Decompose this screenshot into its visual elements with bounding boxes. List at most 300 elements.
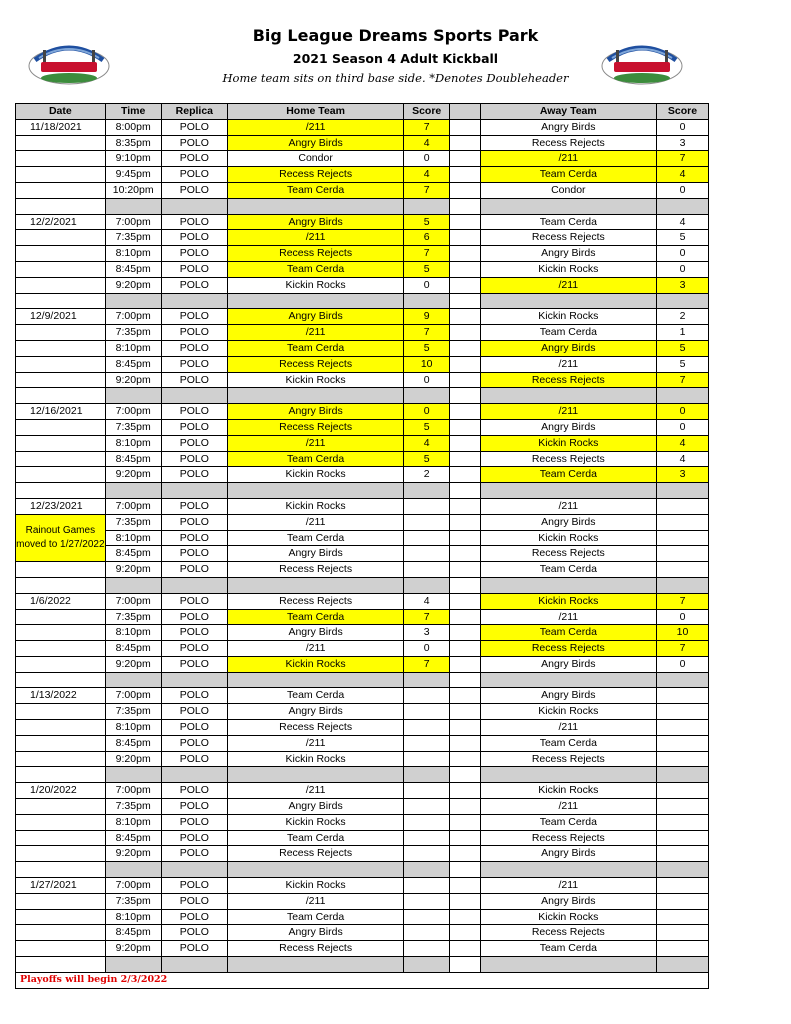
table-row [16,435,709,451]
date-cell [16,751,106,767]
date-cell [16,167,106,183]
date-cell: 1/13/2022 [16,688,106,704]
playoffs-note: Playoffs will begin 2/3/2022 [16,972,709,988]
away-team-cell: Recess Rejects [480,641,656,657]
separator-cell [227,577,403,593]
date-cell [16,846,106,862]
away-score-cell [656,514,708,530]
away-score-cell [656,909,708,925]
replica-cell: POLO [161,625,227,641]
time-cell: 9:20pm [105,562,161,578]
replica-cell: POLO [161,878,227,894]
home-team-cell: Angry Birds [227,704,403,720]
table-row [16,151,709,167]
week-separator-row [16,198,709,214]
away-team-cell: /211 [480,277,656,293]
time-cell: 8:10pm [105,530,161,546]
time-cell: 7:35pm [105,609,161,625]
spacer-cell [450,562,481,578]
away-score-cell: 7 [656,593,708,609]
date-cell [16,261,106,277]
separator-cell [656,293,708,309]
spacer-cell [450,941,481,957]
spacer-cell [450,404,481,420]
table-row [16,941,709,957]
time-cell: 10:20pm [105,182,161,198]
away-team-cell: /211 [480,720,656,736]
date-cell [16,182,106,198]
home-score-cell: 0 [404,372,450,388]
replica-cell: POLO [161,167,227,183]
separator-cell [404,862,450,878]
date-cell: 1/20/2022 [16,783,106,799]
home-team-cell: Angry Birds [227,799,403,815]
home-score-cell: 6 [404,230,450,246]
replica-cell: POLO [161,151,227,167]
away-team-cell: Angry Birds [480,656,656,672]
home-team-cell: Kickin Rocks [227,372,403,388]
away-team-cell: Recess Rejects [480,451,656,467]
spacer-cell [450,467,481,483]
away-team-cell: Angry Birds [480,846,656,862]
home-team-cell: Kickin Rocks [227,814,403,830]
separator-cell [656,577,708,593]
table-row [16,546,709,562]
away-team-cell: Angry Birds [480,119,656,135]
home-team-cell: Recess Rejects [227,846,403,862]
date-cell: 12/9/2021 [16,309,106,325]
spacer-cell [450,704,481,720]
spacer-cell [450,530,481,546]
home-score-cell: 0 [404,151,450,167]
away-team-cell: /211 [480,356,656,372]
home-score-cell: 5 [404,261,450,277]
time-cell: 8:00pm [105,119,161,135]
date-cell [16,356,106,372]
table-row [16,530,709,546]
home-score-cell [404,530,450,546]
away-score-cell: 0 [656,119,708,135]
away-team-cell: Kickin Rocks [480,593,656,609]
home-team-cell: Recess Rejects [227,167,403,183]
table-row [16,720,709,736]
separator-cell [227,483,403,499]
away-score-cell [656,735,708,751]
home-team-cell: Angry Birds [227,625,403,641]
table-row [16,119,709,135]
replica-cell: POLO [161,909,227,925]
separator-cell [480,957,656,973]
spacer-cell [450,356,481,372]
spacer-cell [450,214,481,230]
replica-cell: POLO [161,356,227,372]
separator-cell [16,672,106,688]
separator-cell [656,767,708,783]
replica-cell: POLO [161,688,227,704]
spacer-cell [450,893,481,909]
separator-cell [16,862,106,878]
table-row [16,846,709,862]
separator-cell [161,767,227,783]
replica-cell: POLO [161,814,227,830]
home-team-cell: Kickin Rocks [227,277,403,293]
separator-cell [450,293,481,309]
time-cell: 9:20pm [105,277,161,293]
spacer-cell [450,593,481,609]
home-score-cell: 0 [404,404,450,420]
date-cell [16,909,106,925]
separator-cell [656,957,708,973]
home-score-cell [404,846,450,862]
time-cell: 7:00pm [105,498,161,514]
spacer-cell [450,814,481,830]
away-score-cell: 0 [656,246,708,262]
away-team-cell: Kickin Rocks [480,783,656,799]
separator-cell [161,483,227,499]
away-team-cell: /211 [480,609,656,625]
away-score-cell [656,814,708,830]
time-cell: 8:45pm [105,735,161,751]
home-team-cell: Recess Rejects [227,593,403,609]
table-row [16,214,709,230]
table-row [16,498,709,514]
home-score-cell [404,909,450,925]
spacer-cell [450,830,481,846]
away-score-cell [656,830,708,846]
home-team-cell: /211 [227,735,403,751]
away-team-cell: /211 [480,878,656,894]
home-team-cell: Team Cerda [227,340,403,356]
table-row [16,735,709,751]
home-team-cell: /211 [227,893,403,909]
home-score-cell: 5 [404,214,450,230]
replica-cell: POLO [161,467,227,483]
separator-cell [105,862,161,878]
replica-cell: POLO [161,514,227,530]
table-row [16,451,709,467]
week-separator-row [16,767,709,783]
spacer-cell [450,325,481,341]
separator-cell [227,388,403,404]
away-team-cell: Kickin Rocks [480,530,656,546]
separator-cell [161,293,227,309]
away-score-cell: 4 [656,214,708,230]
home-score-cell [404,514,450,530]
table-row [16,830,709,846]
separator-cell [227,862,403,878]
spacer-cell [450,546,481,562]
separator-cell [16,767,106,783]
away-score-cell: 7 [656,641,708,657]
time-cell: 8:10pm [105,340,161,356]
schedule-body [16,119,709,988]
separator-cell [105,957,161,973]
away-score-cell [656,925,708,941]
spacer-cell [450,735,481,751]
separator-cell [480,198,656,214]
separator-cell [450,388,481,404]
home-team-cell: Recess Rejects [227,720,403,736]
home-team-cell: /211 [227,641,403,657]
time-cell: 7:00pm [105,214,161,230]
separator-cell [161,957,227,973]
separator-cell [450,483,481,499]
spacer-cell [450,925,481,941]
table-row [16,372,709,388]
separator-cell [161,862,227,878]
spacer-cell [450,656,481,672]
separator-cell [450,862,481,878]
home-score-cell: 7 [404,609,450,625]
time-cell: 8:10pm [105,246,161,262]
replica-cell: POLO [161,704,227,720]
page-title: Big League Dreams Sports Park [252,26,539,45]
away-team-cell: Kickin Rocks [480,704,656,720]
home-score-cell: 3 [404,625,450,641]
date-cell: 1/27/2021 [16,878,106,894]
replica-cell: POLO [161,546,227,562]
home-team-cell: /211 [227,435,403,451]
separator-cell [480,672,656,688]
replica-cell: POLO [161,830,227,846]
date-cell [16,893,106,909]
home-team-cell: /211 [227,514,403,530]
away-team-cell: Condor [480,182,656,198]
table-row [16,641,709,657]
date-cell [16,467,106,483]
separator-cell [105,198,161,214]
home-score-cell: 0 [404,641,450,657]
away-team-cell: Angry Birds [480,688,656,704]
table-row [16,182,709,198]
table-row [16,625,709,641]
time-cell: 7:35pm [105,799,161,815]
away-score-cell [656,941,708,957]
home-score-cell [404,562,450,578]
separator-cell [404,483,450,499]
separator-cell [105,767,161,783]
spacer-cell [450,783,481,799]
spacer-cell [450,641,481,657]
separator-cell [105,577,161,593]
separator-cell [656,483,708,499]
replica-cell: POLO [161,119,227,135]
table-row [16,467,709,483]
spacer-cell [450,799,481,815]
replica-cell: POLO [161,325,227,341]
home-score-cell [404,830,450,846]
separator-cell [105,672,161,688]
separator-cell [161,198,227,214]
separator-cell [227,957,403,973]
replica-cell: POLO [161,941,227,957]
spacer-cell [450,846,481,862]
time-cell: 7:35pm [105,893,161,909]
separator-cell [404,672,450,688]
column-header: Replica [161,104,227,120]
date-cell [16,451,106,467]
week-separator-row [16,293,709,309]
date-cell [16,340,106,356]
home-team-cell: /211 [227,325,403,341]
table-row [16,878,709,894]
home-score-cell [404,720,450,736]
home-team-cell: Angry Birds [227,404,403,420]
spacer-cell [450,277,481,293]
separator-cell [105,388,161,404]
home-score-cell: 4 [404,167,450,183]
separator-cell [227,293,403,309]
separator-cell [404,577,450,593]
home-team-cell: Angry Birds [227,925,403,941]
time-cell: 8:45pm [105,830,161,846]
date-cell [16,435,106,451]
replica-cell: POLO [161,593,227,609]
replica-cell: POLO [161,451,227,467]
away-score-cell [656,878,708,894]
replica-cell: POLO [161,893,227,909]
week-separator-row [16,483,709,499]
replica-cell: POLO [161,419,227,435]
replica-cell: POLO [161,309,227,325]
table-row [16,135,709,151]
replica-cell: POLO [161,230,227,246]
home-team-cell: Recess Rejects [227,419,403,435]
home-score-cell: 4 [404,435,450,451]
away-score-cell: 7 [656,372,708,388]
away-team-cell: Angry Birds [480,893,656,909]
home-team-cell: /211 [227,230,403,246]
table-row [16,799,709,815]
home-team-cell: Recess Rejects [227,941,403,957]
home-team-cell: Angry Birds [227,546,403,562]
date-cell [16,135,106,151]
away-team-cell: /211 [480,404,656,420]
home-team-cell: Kickin Rocks [227,878,403,894]
home-team-cell: Team Cerda [227,909,403,925]
home-team-cell: Angry Birds [227,135,403,151]
home-score-cell: 7 [404,119,450,135]
table-row [16,340,709,356]
away-score-cell [656,562,708,578]
spacer-cell [450,246,481,262]
away-team-cell: Recess Rejects [480,230,656,246]
spacer-cell [450,451,481,467]
home-team-cell: Team Cerda [227,182,403,198]
home-score-cell: 4 [404,135,450,151]
table-row [16,562,709,578]
table-row [16,309,709,325]
table-row [16,609,709,625]
home-score-cell: 7 [404,246,450,262]
home-score-cell [404,799,450,815]
home-team-cell: Kickin Rocks [227,751,403,767]
away-team-cell: Recess Rejects [480,925,656,941]
time-cell: 8:45pm [105,261,161,277]
date-cell [16,925,106,941]
away-score-cell [656,688,708,704]
spacer-cell [450,878,481,894]
spacer-cell [450,625,481,641]
date-cell [16,704,106,720]
separator-cell [227,198,403,214]
date-cell [16,735,106,751]
page-subtitle: 2021 Season 4 Adult Kickball [292,51,499,66]
date-cell [16,372,106,388]
replica-cell: POLO [161,846,227,862]
spacer-cell [450,167,481,183]
home-score-cell [404,751,450,767]
replica-cell: POLO [161,530,227,546]
column-header: Home Team [227,104,403,120]
home-team-cell: Recess Rejects [227,356,403,372]
away-score-cell: 0 [656,261,708,277]
table-row [16,325,709,341]
header-note: Home team sits on third base side. *Denotes Doubleheader [222,71,569,85]
time-cell: 7:35pm [105,419,161,435]
away-score-cell [656,751,708,767]
week-separator-row [16,577,709,593]
separator-cell [656,862,708,878]
away-score-cell: 3 [656,135,708,151]
separator-cell [161,577,227,593]
separator-cell [16,577,106,593]
spacer-cell [450,261,481,277]
home-team-cell: Angry Birds [227,309,403,325]
footer-row [16,972,709,988]
separator-cell [656,388,708,404]
spacer-cell [450,309,481,325]
spacer-cell [450,514,481,530]
home-team-cell: Angry Birds [227,214,403,230]
time-cell: 7:35pm [105,704,161,720]
time-cell: 7:00pm [105,404,161,420]
away-score-cell [656,720,708,736]
away-score-cell: 4 [656,435,708,451]
time-cell: 9:20pm [105,372,161,388]
away-score-cell: 5 [656,356,708,372]
date-cell [16,325,106,341]
spacer-cell [450,498,481,514]
table-row [16,925,709,941]
away-score-cell: 1 [656,325,708,341]
away-team-cell: Recess Rejects [480,372,656,388]
home-team-cell: Team Cerda [227,451,403,467]
replica-cell: POLO [161,799,227,815]
spacer-cell [450,609,481,625]
away-score-cell [656,498,708,514]
replica-cell: POLO [161,609,227,625]
away-score-cell: 3 [656,277,708,293]
spacer-cell [450,372,481,388]
home-team-cell: Team Cerda [227,688,403,704]
home-score-cell [404,878,450,894]
spacer-cell [450,909,481,925]
separator-cell [450,957,481,973]
home-score-cell: 5 [404,451,450,467]
week-separator-row [16,388,709,404]
away-score-cell: 7 [656,151,708,167]
separator-cell [450,577,481,593]
away-score-cell: 4 [656,167,708,183]
away-score-cell: 10 [656,625,708,641]
home-team-cell: Kickin Rocks [227,498,403,514]
replica-cell: POLO [161,277,227,293]
home-score-cell: 0 [404,277,450,293]
away-team-cell: Angry Birds [480,419,656,435]
table-row [16,656,709,672]
home-score-cell [404,704,450,720]
